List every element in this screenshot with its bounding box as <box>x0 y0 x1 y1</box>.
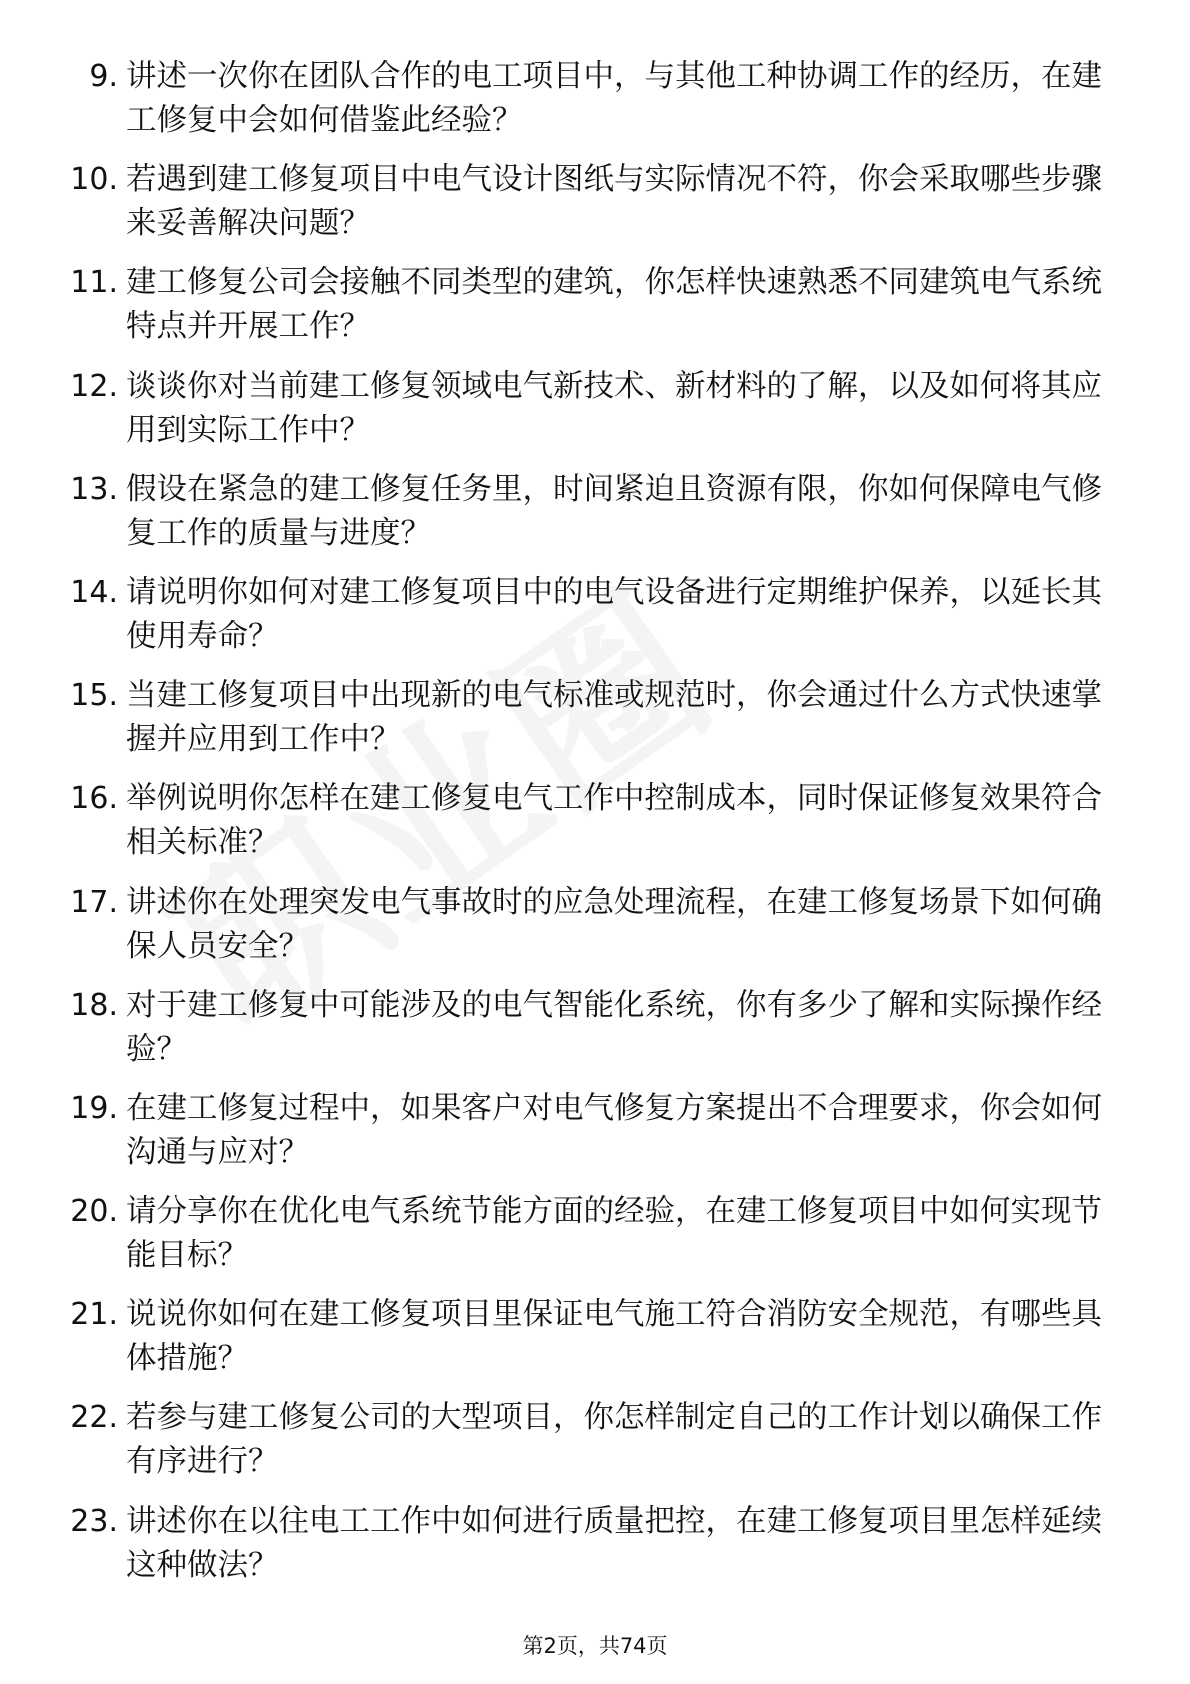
item-number: 20. <box>70 1194 118 1230</box>
item-number: 19. <box>70 1090 118 1126</box>
list-item <box>0 674 1190 774</box>
item-text: 对于建工修复中可能涉及的电气智能化系统，你有多少了解和实际操作经验？ <box>126 987 1102 1067</box>
list-item <box>0 1396 1190 1496</box>
item-text: 假设在紧急的建工修复任务里，时间紧迫且资源有限，你如何保障电气修复工作的质量与进度？ <box>126 471 1102 551</box>
list-item <box>0 468 1190 568</box>
item-number: 14. <box>70 574 118 610</box>
list-item <box>0 365 1190 465</box>
item-number: 16. <box>70 781 118 817</box>
item-text: 说说你如何在建工修复项目里保证电气施工符合消防安全规范，有哪些具体措施？ <box>126 1297 1102 1377</box>
item-text: 举例说明你怎样在建工修复电气工作中控制成本，同时保证修复效果符合相关标准？ <box>126 781 1102 861</box>
list-item <box>0 777 1190 877</box>
item-text: 请说明你如何对建工修复项目中的电气设备进行定期维护保养，以延长其使用寿命？ <box>126 574 1102 654</box>
list-item <box>0 1190 1190 1290</box>
list-item <box>0 881 1190 981</box>
item-text: 讲述一次你在团队合作的电工项目中，与其他工种协调工作的经历，在建工修复中会如何借鉴此经验？ <box>126 59 1102 138</box>
item-number: 15. <box>70 678 118 714</box>
item-text: 若参与建工修复公司的大型项目，你怎样制定自己的工作计划以确保工作有序进行？ <box>126 1400 1102 1480</box>
page-footer: 第2页，共74页 <box>522 1634 668 1658</box>
question-list <box>0 55 1190 1603</box>
item-text: 在建工修复过程中，如果客户对电气修复方案提出不合理要求，你会如何沟通与应对？ <box>126 1090 1102 1170</box>
item-text: 建工修复公司会接触不同类型的建筑，你怎样快速熟悉不同建筑电气系统特点并开展工作？ <box>126 265 1102 345</box>
list-item <box>0 261 1190 361</box>
list-item <box>0 1293 1190 1393</box>
item-number: 22. <box>70 1400 118 1436</box>
item-number: 13. <box>70 471 118 507</box>
item-number: 11. <box>70 265 118 301</box>
item-text: 请分享你在优化电气系统节能方面的经验，在建工修复项目中如何实现节能目标？ <box>126 1194 1102 1274</box>
item-text: 当建工修复项目中出现新的电气标准或规范时，你会通过什么方式快速掌握并应用到工作中？ <box>126 678 1102 758</box>
list-item <box>0 1087 1190 1187</box>
item-number: 21. <box>70 1297 118 1333</box>
item-number: 12. <box>70 368 118 404</box>
item-number: 10. <box>70 162 118 198</box>
item-text: 讲述你在处理突发电气事故时的应急处理流程，在建工修复场景下如何确保人员安全？ <box>126 884 1102 964</box>
list-item <box>0 158 1190 258</box>
item-number: 23. <box>70 1503 118 1539</box>
item-number: 17. <box>70 884 118 920</box>
item-text: 若遇到建工修复项目中电气设计图纸与实际情况不符，你会采取哪些步骤来妥善解决问题？ <box>126 162 1102 242</box>
list-item <box>0 1500 1190 1600</box>
item-text: 谈谈你对当前建工修复领域电气新技术、新材料的了解，以及如何将其应用到实际工作中？ <box>126 368 1102 448</box>
item-number: 9. <box>89 59 118 94</box>
item-text: 讲述你在以往电工工作中如何进行质量把控，在建工修复项目里怎样延续这种做法？ <box>126 1503 1102 1583</box>
list-item <box>0 984 1190 1084</box>
item-number: 18. <box>70 987 118 1023</box>
list-item <box>0 55 1190 155</box>
list-item <box>0 571 1190 671</box>
